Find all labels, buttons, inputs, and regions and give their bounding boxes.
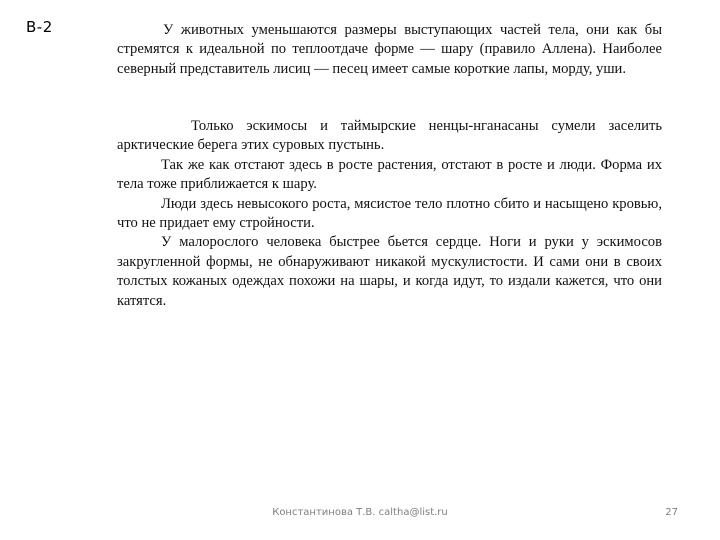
slide-label: В-2 — [26, 18, 53, 36]
footer — [0, 507, 720, 523]
text-block-intro — [117, 21, 662, 79]
paragraph-growth: Так же как отстают здесь в росте растения, отстают в росте и люди. Форма их тела тоже приближается к шару. — [117, 156, 662, 193]
page-number: 27 — [665, 507, 678, 518]
text-block-people — [117, 117, 662, 311]
paragraph-heart: У малорослого человека быстрее бьется сердце. Ноги и руки у эскимосов закругленной формы, не обнаруживают никакой мускулистости. И сами они в своих толстых кожаных одеждах похожи на шары, и когда идут, то издали кажется, что они катятся. — [117, 234, 662, 309]
paragraph-allen-rule: У животных уменьшаются размеры выступающих частей тела, они как бы стремятся к идеальной по теплоотдаче форме — шару (правило Аллена). Наиболее северный представитель лисиц — песец имеет самые короткие лапы, морду, уши. — [117, 22, 662, 77]
footer-credit: Константинова Т.В. caltha@list.ru — [272, 507, 448, 518]
paragraph-stature: Люди здесь невысокого роста, мясистое тело плотно сбито и насыщено кровью, что не придает ему стройности. — [117, 195, 662, 232]
paragraph-arctic-settlers: Только эскимосы и таймырские ненцы-нганасаны сумели заселить арктические берега этих суровых пустынь. — [117, 118, 662, 154]
